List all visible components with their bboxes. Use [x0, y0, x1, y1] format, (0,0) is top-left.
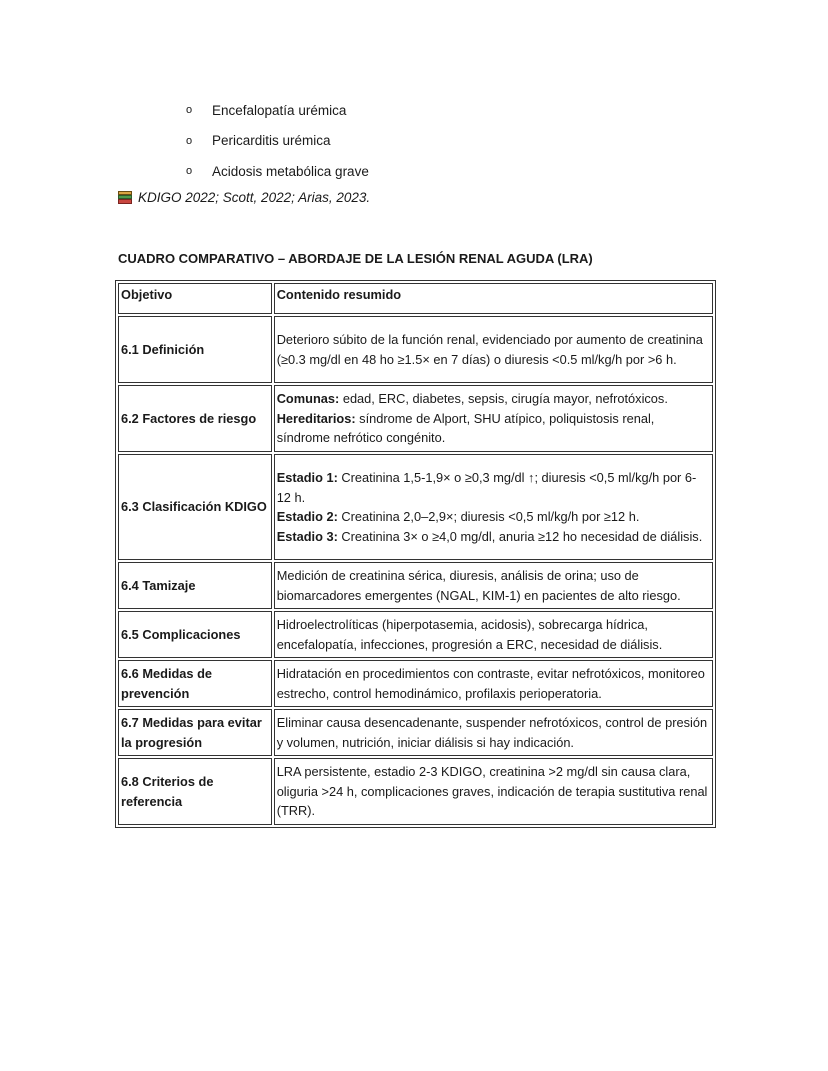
- header-contenido: Contenido resumido: [274, 283, 713, 314]
- row-contenido: Hidratación en procedimientos con contraste, evitar nefrotóxicos, monitoreo estrecho, control hemodinámico, profilaxis perioperatoria.: [274, 660, 713, 707]
- row-contenido: [274, 454, 713, 560]
- references-text: KDIGO 2022; Scott, 2022; Arias, 2023.: [138, 190, 371, 205]
- references-line: [118, 190, 370, 205]
- table-row: [118, 758, 713, 825]
- row-objetivo: 6.5 Complicaciones: [118, 611, 272, 658]
- header-objetivo: Objetivo: [118, 283, 272, 314]
- estadio2-text: Creatinina 2,0–2,9×; diuresis <0,5 ml/kg/h por ≥12 h.: [337, 509, 640, 524]
- hollow-bullet-marker: o: [186, 165, 193, 178]
- table-row: [118, 660, 713, 707]
- row-objetivo: 6.2 Factores de riesgo: [118, 385, 272, 452]
- row-contenido: Hidroelectrolíticas (hiperpotasemia, acidosis), sobrecarga hídrica, encefalopatía, infecciones, progresión a ERC, necesidad de diálisis.: [274, 611, 713, 658]
- estadio2-label: Estadio 2:: [276, 509, 338, 524]
- hereditarios-label: Hereditarios:: [276, 410, 356, 426]
- row-objetivo: 6.6 Medidas de prevención: [118, 660, 272, 707]
- list-item: [186, 126, 369, 157]
- table-header-row: [118, 283, 713, 314]
- estadio3-label: Estadio 3:: [276, 528, 338, 544]
- table-row: [118, 316, 713, 383]
- row-objetivo: 6.8 Criterios de referencia: [118, 758, 272, 825]
- comparison-table: [115, 280, 716, 828]
- estadio1-text: Creatinina 1,5-1,9× o ≥0,3 mg/dl ↑; diuresis <0,5 ml/kg/h por 6-12 h.: [276, 470, 697, 505]
- row-contenido: LRA persistente, estadio 2-3 KDIGO, creatinina >2 mg/dl sin causa clara, oliguria >24 h, complicaciones graves, indicación de terapia sustitutiva renal (TRR).: [274, 758, 713, 825]
- estadio1-label: Estadio 1:: [276, 470, 338, 485]
- list-item: [186, 156, 369, 187]
- books-icon: [118, 191, 132, 204]
- list-item-text: Acidosis metabólica grave: [212, 163, 369, 179]
- list-item: [186, 95, 369, 126]
- row-objetivo: 6.7 Medidas para evitar la progresión: [118, 709, 272, 756]
- table-row: [118, 562, 713, 609]
- table-title: CUADRO COMPARATIVO – ABORDAJE DE LA LESIÓN RENAL AGUDA (LRA): [118, 251, 593, 266]
- hollow-bullet-marker: o: [186, 104, 193, 117]
- hereditarios-text: síndrome de Alport, SHU atípico, poliquistosis renal, síndrome nefrótico congénito.: [276, 410, 655, 446]
- list-item-text: Encefalopatía urémica: [212, 102, 347, 118]
- row-objetivo: 6.4 Tamizaje: [118, 562, 272, 609]
- row-objetivo: 6.1 Definición: [118, 316, 272, 383]
- row-contenido: Deterioro súbito de la función renal, evidenciado por aumento de creatinina (≥0.3 mg/dl en 48 ho ≥1.5× en 7 días) o diuresis <0.5 ml/kg/h por >6 h.: [274, 316, 713, 383]
- row-contenido: Eliminar causa desencadenante, suspender nefrotóxicos, control de presión y volumen, nutrición, iniciar diálisis si hay indicación.: [274, 709, 713, 756]
- comunes-text: edad, ERC, diabetes, sepsis, cirugía mayor, nefrotóxicos.: [339, 391, 668, 407]
- table-row: [118, 709, 713, 756]
- row-contenido: [274, 385, 713, 452]
- complications-sublist: [186, 95, 369, 187]
- table-row: [118, 454, 713, 560]
- row-objetivo: 6.3 Clasificación KDIGO: [118, 454, 272, 560]
- estadio3-text: Creatinina 3× o ≥4,0 mg/dl, anuria ≥12 ho necesidad de diálisis.: [337, 528, 703, 544]
- row-contenido: Medición de creatinina sérica, diuresis, análisis de orina; uso de biomarcadores emergentes (NGAL, KIM-1) en pacientes de alto riesgo.: [274, 562, 713, 609]
- list-item-text: Pericarditis urémica: [212, 133, 331, 149]
- hollow-bullet-marker: o: [186, 134, 193, 147]
- table-row: [118, 611, 713, 658]
- comunes-label: Comunas:: [276, 391, 340, 407]
- table-row: [118, 385, 713, 452]
